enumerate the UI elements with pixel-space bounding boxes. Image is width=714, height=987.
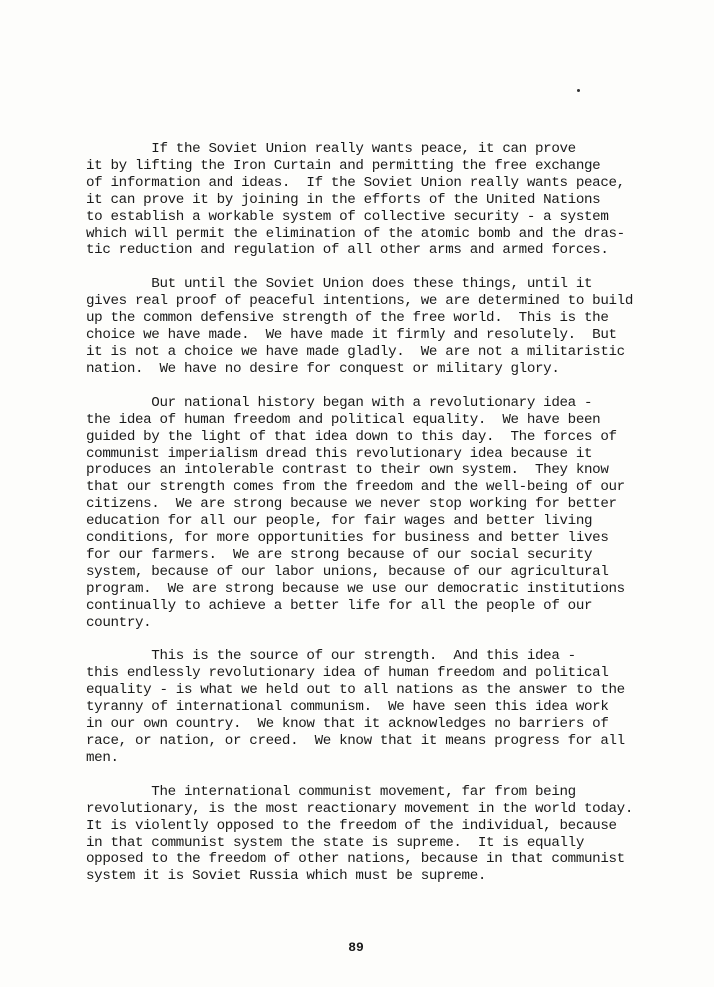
text-line: it by lifting the Iron Curtain and permitting the free exchange <box>86 157 601 174</box>
text-line: It is violently opposed to the freedom of the individual, because <box>86 817 617 834</box>
body-text <box>86 141 634 902</box>
text-line: revolutionary, is the most reactionary movement in the world today. <box>86 800 633 817</box>
text-line: citizens. We are strong because we never stop working for better <box>86 496 617 513</box>
text-line: country. <box>86 614 152 631</box>
text-line: of information and ideas. If the Soviet Union really wants peace, <box>86 174 625 191</box>
text-line: which will permit the elimination of the atomic bomb and the dras- <box>86 225 625 242</box>
text-line: the idea of human freedom and political equality. We have been <box>86 411 601 428</box>
text-line: system it is Soviet Russia which must be supreme. <box>86 868 487 885</box>
page-number: 89 <box>348 940 364 955</box>
text-line: in our own country. We know that it acknowledges no barriers of <box>86 716 609 733</box>
text-line: education for all our people, for fair wages and better living <box>86 513 593 530</box>
text-line: choice we have made. We have made it firmly and resolutely. But <box>86 327 617 344</box>
paragraph-1 <box>86 141 634 259</box>
text-line: Our national history began with a revolutionary idea - <box>86 394 593 411</box>
text-line: that our strength comes from the freedom and the well-being of our <box>86 479 625 496</box>
text-line: equality - is what we held out to all nations as the answer to the <box>86 682 625 699</box>
text-line: produces an intolerable contrast to their own system. They know <box>86 462 609 479</box>
text-line: guided by the light of that idea down to this day. The forces of <box>86 428 617 445</box>
text-line: race, or nation, or creed. We know that it means progress for all <box>86 733 625 749</box>
text-line: in that communist system the state is supreme. It is equally <box>86 834 584 851</box>
text-line: This is the source of our strength. And this idea - <box>86 648 576 665</box>
text-line: tyranny of international communism. We have seen this idea work <box>86 699 609 716</box>
paragraph-4 <box>86 648 634 766</box>
text-line: opposed to the freedom of other nations, because in that communist <box>86 851 625 868</box>
paragraph-2 <box>86 276 634 377</box>
text-line: gives real proof of peaceful intentions, we are determined to build <box>86 293 633 310</box>
text-line: system, because of our labor unions, because of our agricultural <box>86 563 609 580</box>
text-line: The international communist movement, far from being <box>86 783 576 800</box>
text-line: continually to achieve a better life for all the people of our <box>86 597 593 614</box>
text-line: to establish a workable system of collective security - a system <box>86 208 609 225</box>
text-line: this endlessly revolutionary idea of human freedom and political <box>86 665 609 682</box>
text-line: men. <box>86 749 119 766</box>
text-line: program. We are strong because we use our democratic institutions <box>86 580 625 597</box>
text-line: communist imperialism dread this revolutionary idea because it <box>86 445 593 462</box>
text-line: But until the Soviet Union does these things, until it <box>86 276 593 293</box>
text-line: conditions, for more opportunities for business and better lives <box>86 530 609 547</box>
text-line: nation. We have no desire for conquest or military glory. <box>86 360 560 377</box>
paragraph-3 <box>86 395 634 632</box>
text-line: up the common defensive strength of the free world. This is the <box>86 310 609 327</box>
paragraph-5 <box>86 784 634 885</box>
text-line: it can prove it by joining in the efforts of the United Nations <box>86 191 601 208</box>
text-line: tic reduction and regulation of all other arms and armed forces. <box>86 242 609 259</box>
text-line: for our farmers. We are strong because of our social security <box>86 546 593 563</box>
text-line: If the Soviet Union really wants peace, it can prove <box>86 141 576 157</box>
text-line: it is not a choice we have made gladly. We are not a militaristic <box>86 343 625 360</box>
paper-speck <box>577 89 580 92</box>
